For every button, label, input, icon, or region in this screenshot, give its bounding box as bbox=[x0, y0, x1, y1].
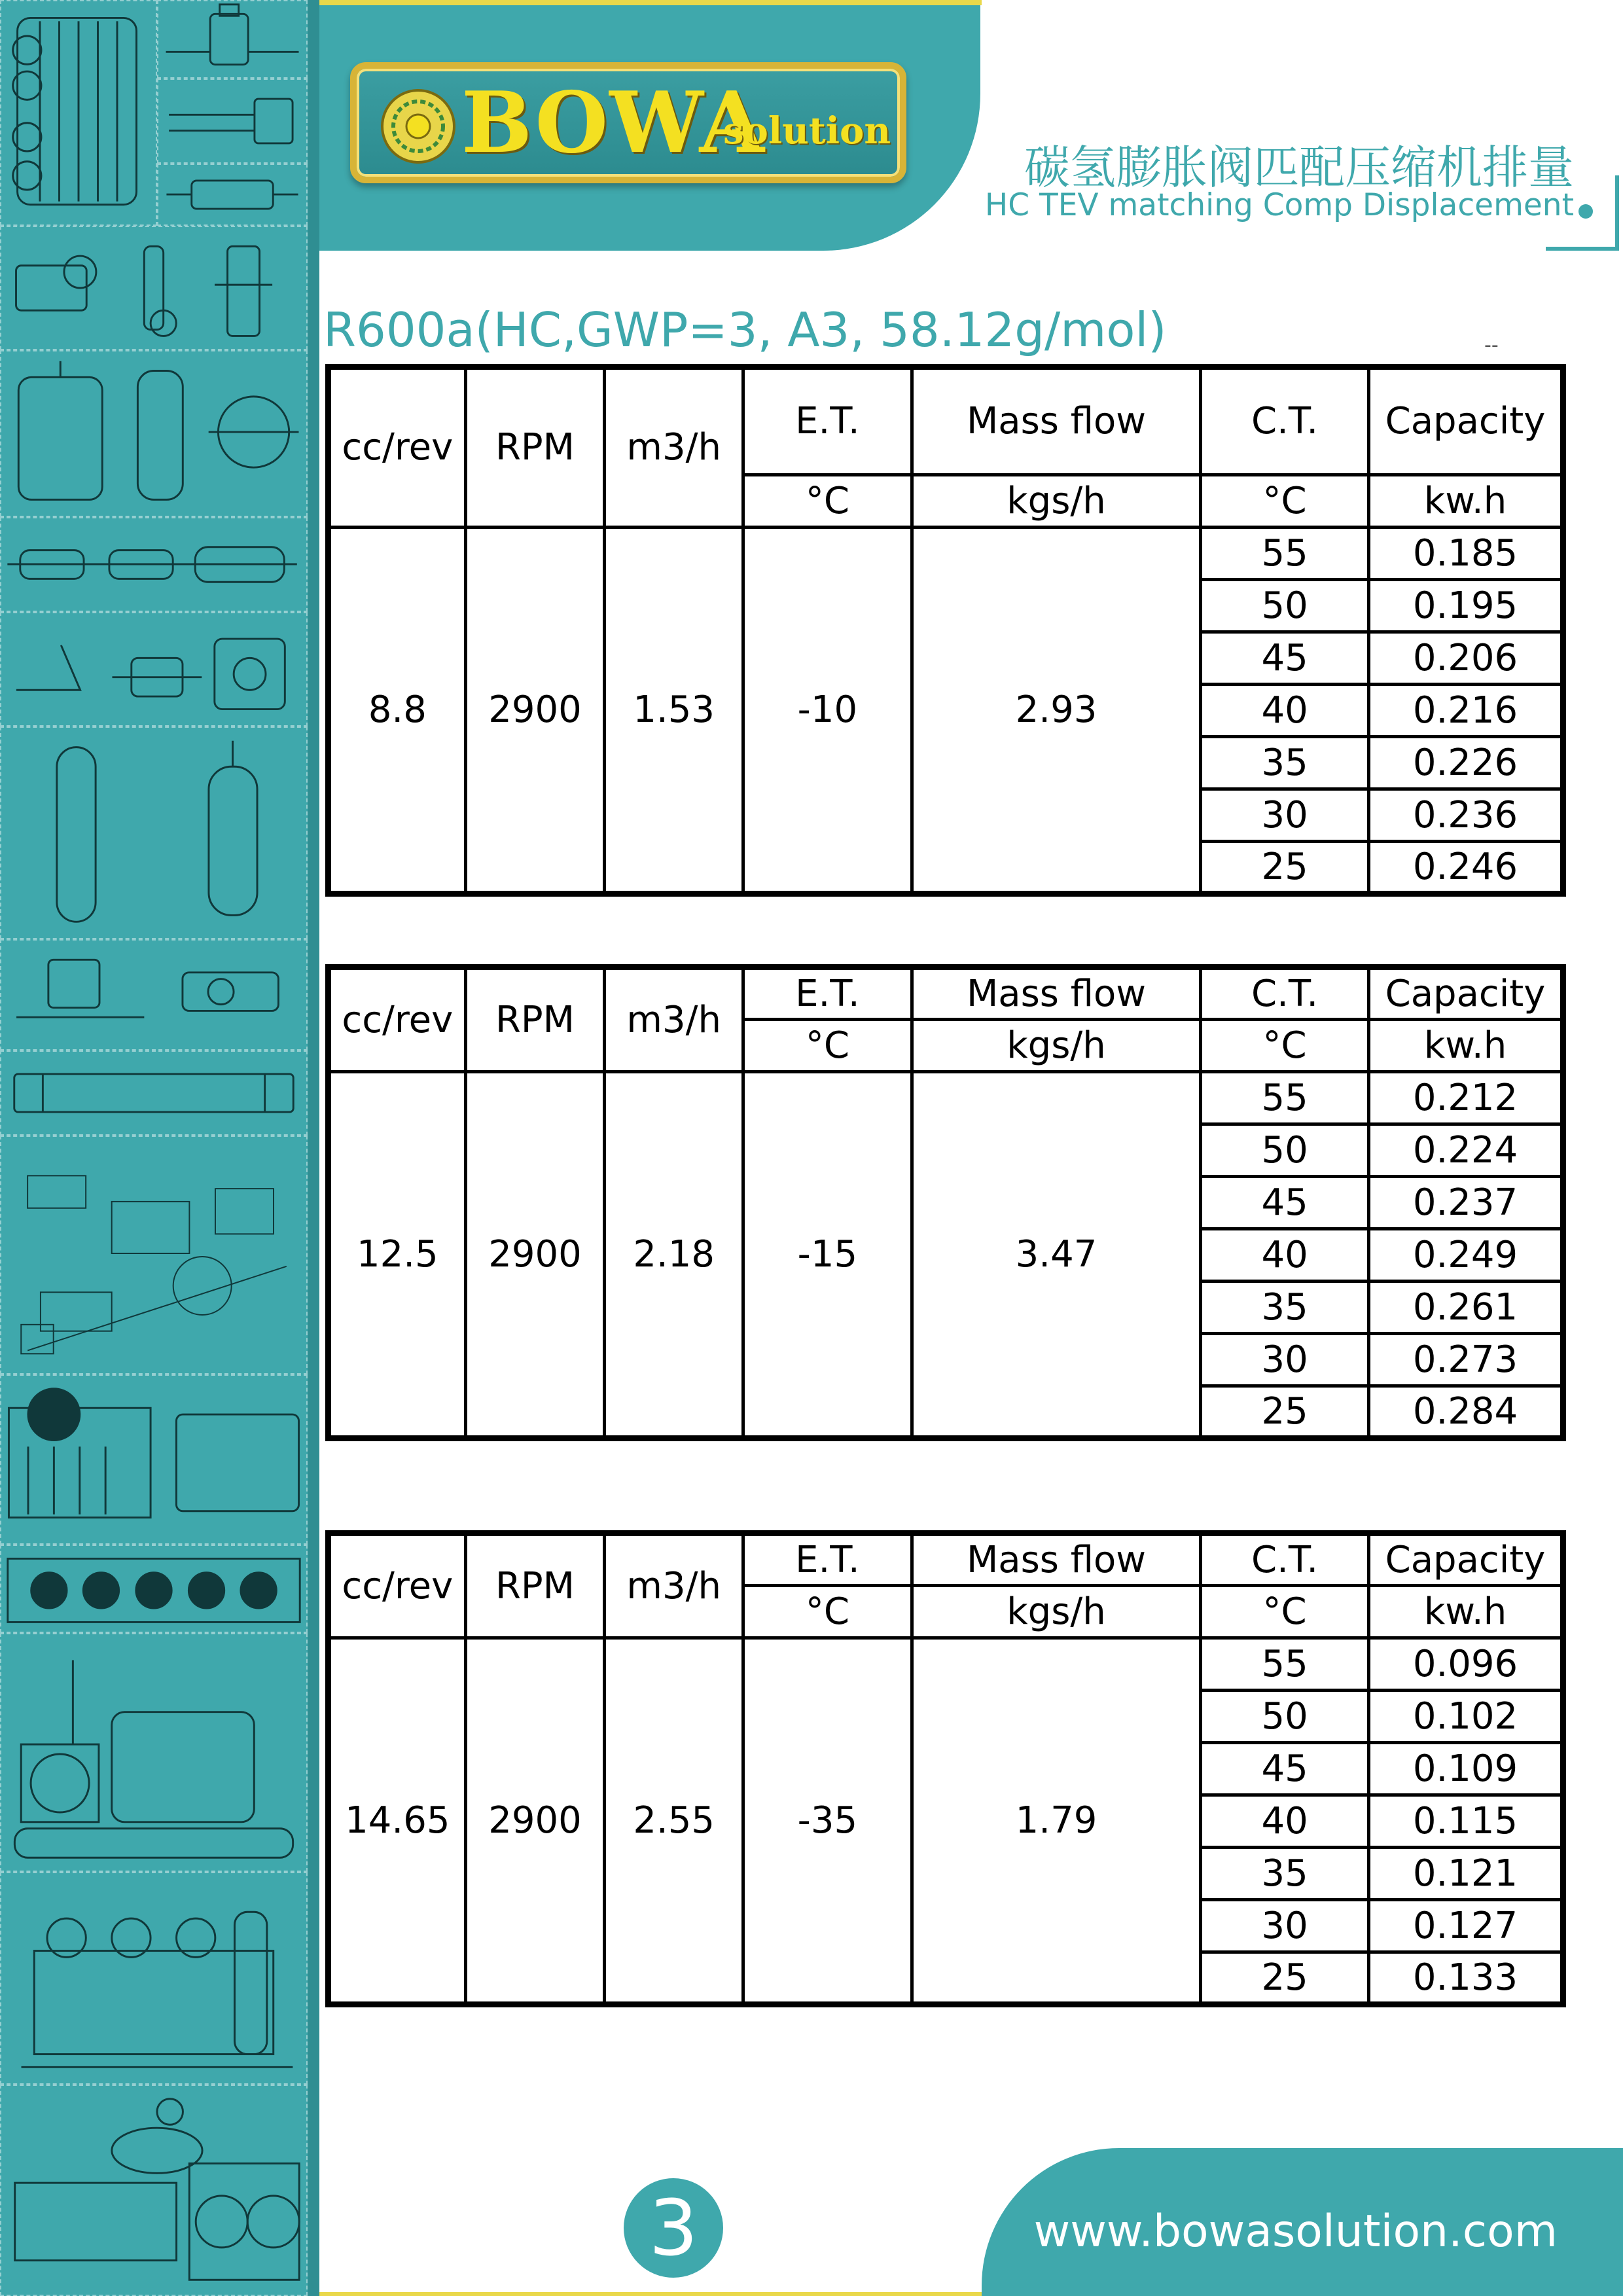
cell-m3h: 2.18 bbox=[605, 1072, 743, 1439]
cell-rpm: 2900 bbox=[465, 1638, 605, 2005]
cell-cc-rev: 14.65 bbox=[329, 1638, 466, 2005]
cell-et: -35 bbox=[743, 1638, 912, 2005]
cell-capacity: 0.121 bbox=[1369, 1848, 1563, 1900]
product-sidebar bbox=[0, 0, 308, 2296]
cell-capacity: 0.226 bbox=[1369, 737, 1563, 789]
header-ct: C.T. bbox=[1201, 967, 1369, 1020]
spec-table-1 bbox=[325, 364, 1566, 897]
header-ct: C.T. bbox=[1201, 367, 1369, 475]
header-et-unit: °C bbox=[743, 1586, 912, 1638]
spec-table-3 bbox=[325, 1530, 1566, 2007]
cell-ct: 55 bbox=[1201, 1638, 1369, 1691]
header-capacity: Capacity bbox=[1369, 367, 1563, 475]
sight-glass-icon bbox=[157, 164, 308, 226]
screw-compressor-unit-icon bbox=[0, 2085, 308, 2296]
cell-ct: 50 bbox=[1201, 1124, 1369, 1177]
solenoid-valve-icon bbox=[157, 0, 308, 79]
header-capacity: Capacity bbox=[1369, 1534, 1563, 1586]
cell-capacity: 0.133 bbox=[1369, 1952, 1563, 2005]
cell-ct: 50 bbox=[1201, 1691, 1369, 1743]
header-mass-flow-unit: kgs/h bbox=[912, 475, 1200, 528]
logo-emblem-icon bbox=[379, 87, 457, 166]
cell-ct: 45 bbox=[1201, 1177, 1369, 1229]
cell-ct: 35 bbox=[1201, 1848, 1369, 1900]
cell-ct: 45 bbox=[1201, 1743, 1369, 1795]
header-ct: C.T. bbox=[1201, 1534, 1369, 1586]
header-capacity: Capacity bbox=[1369, 967, 1563, 1020]
cell-m3h: 1.53 bbox=[605, 528, 743, 894]
solenoid-valve-2-icon bbox=[0, 939, 308, 1050]
cell-capacity: 0.236 bbox=[1369, 789, 1563, 842]
plate-heat-exchanger-icon bbox=[0, 0, 157, 226]
cell-cc-rev: 8.8 bbox=[329, 528, 466, 894]
cell-ct: 55 bbox=[1201, 528, 1369, 580]
air-cooler-icon bbox=[0, 1545, 308, 1633]
page-number-badge: 3 bbox=[624, 2178, 723, 2278]
cell-capacity: 0.273 bbox=[1369, 1334, 1563, 1386]
pressure-switch-icon bbox=[157, 79, 308, 164]
cell-capacity: 0.185 bbox=[1369, 528, 1563, 580]
cell-cc-rev: 12.5 bbox=[329, 1072, 466, 1439]
cell-capacity: 0.102 bbox=[1369, 1691, 1563, 1743]
compressor-rack-icon bbox=[0, 1633, 308, 1872]
spec-table-2 bbox=[325, 964, 1566, 1441]
cell-ct: 35 bbox=[1201, 737, 1369, 789]
cell-ct: 30 bbox=[1201, 1334, 1369, 1386]
check-valve-icon bbox=[0, 612, 308, 726]
cell-ct: 30 bbox=[1201, 789, 1369, 842]
header-cc-rev: cc/rev bbox=[329, 367, 466, 528]
cell-et: -15 bbox=[743, 1072, 912, 1439]
cell-mass-flow: 1.79 bbox=[912, 1638, 1200, 2005]
cell-ct: 40 bbox=[1201, 685, 1369, 737]
cell-ct: 40 bbox=[1201, 1795, 1369, 1848]
header-rpm: RPM bbox=[465, 367, 605, 528]
header-capacity-unit: kw.h bbox=[1369, 1586, 1563, 1638]
title-bracket bbox=[1546, 175, 1619, 251]
expansion-valve-icon bbox=[0, 226, 308, 350]
cell-ct: 35 bbox=[1201, 1282, 1369, 1334]
cell-capacity: 0.246 bbox=[1369, 842, 1563, 894]
header-rpm: RPM bbox=[465, 967, 605, 1072]
brand-name: BOWA bbox=[461, 74, 766, 172]
dash-mark: -- bbox=[1484, 334, 1499, 357]
cell-capacity: 0.284 bbox=[1369, 1386, 1563, 1439]
header-et-unit: °C bbox=[743, 475, 912, 528]
multi-compressor-rack-icon bbox=[0, 1872, 308, 2085]
header-cc-rev: cc/rev bbox=[329, 967, 466, 1072]
cell-capacity: 0.206 bbox=[1369, 632, 1563, 685]
header-mass-flow: Mass flow bbox=[912, 367, 1200, 475]
cell-m3h: 2.55 bbox=[605, 1638, 743, 2005]
accumulator-icon bbox=[0, 726, 308, 939]
cell-capacity: 0.261 bbox=[1369, 1282, 1563, 1334]
website-link[interactable]: www.bowasolution.com bbox=[1033, 2206, 1558, 2257]
header-capacity-unit: kw.h bbox=[1369, 475, 1563, 528]
cell-ct: 45 bbox=[1201, 632, 1369, 685]
cell-ct: 30 bbox=[1201, 1900, 1369, 1952]
cell-mass-flow: 3.47 bbox=[912, 1072, 1200, 1439]
refrigerant-title: R600a(HC,GWP=3, A3, 58.12g/mol) bbox=[323, 302, 1167, 357]
cell-capacity: 0.237 bbox=[1369, 1177, 1563, 1229]
cell-ct: 25 bbox=[1201, 842, 1369, 894]
cell-capacity: 0.109 bbox=[1369, 1743, 1563, 1795]
cell-capacity: 0.212 bbox=[1369, 1072, 1563, 1124]
header-ct-unit: °C bbox=[1201, 475, 1369, 528]
cell-ct: 40 bbox=[1201, 1229, 1369, 1282]
cell-ct: 55 bbox=[1201, 1072, 1369, 1124]
header-mass-flow: Mass flow bbox=[912, 967, 1200, 1020]
header-m3h: m3/h bbox=[605, 967, 743, 1072]
cell-capacity: 0.127 bbox=[1369, 1900, 1563, 1952]
cell-rpm: 2900 bbox=[465, 528, 605, 894]
sidebar-edge bbox=[308, 0, 319, 2296]
filter-drier-icon bbox=[0, 517, 308, 612]
brand-tagline: solution bbox=[723, 109, 891, 152]
header-capacity-unit: kw.h bbox=[1369, 1020, 1563, 1072]
cell-ct: 50 bbox=[1201, 580, 1369, 632]
header-et: E.T. bbox=[743, 367, 912, 475]
exploded-assembly-icon bbox=[0, 1136, 308, 1374]
cell-capacity: 0.224 bbox=[1369, 1124, 1563, 1177]
header-et: E.T. bbox=[743, 967, 912, 1020]
cell-mass-flow: 2.93 bbox=[912, 528, 1200, 894]
brand-logo bbox=[350, 62, 906, 183]
header-m3h: m3/h bbox=[605, 1534, 743, 1638]
page-title-en: HC TEV matching Comp Displacement bbox=[984, 187, 1574, 223]
header-mass-flow-unit: kgs/h bbox=[912, 1586, 1200, 1638]
cell-capacity: 0.216 bbox=[1369, 685, 1563, 737]
cell-capacity: 0.115 bbox=[1369, 1795, 1563, 1848]
oil-separator-icon bbox=[0, 1050, 308, 1136]
header-et: E.T. bbox=[743, 1534, 912, 1586]
header-mass-flow: Mass flow bbox=[912, 1534, 1200, 1586]
cell-et: -10 bbox=[743, 528, 912, 894]
header-cc-rev: cc/rev bbox=[329, 1534, 466, 1638]
header-rpm: RPM bbox=[465, 1534, 605, 1638]
cell-ct: 25 bbox=[1201, 1386, 1369, 1439]
header-ct-unit: °C bbox=[1201, 1586, 1369, 1638]
cell-ct: 25 bbox=[1201, 1952, 1369, 2005]
cell-capacity: 0.249 bbox=[1369, 1229, 1563, 1282]
header-et-unit: °C bbox=[743, 1020, 912, 1072]
header-ct-unit: °C bbox=[1201, 1020, 1369, 1072]
page-title-cn: 碳氢膨胀阀匹配压缩机排量 bbox=[1024, 141, 1574, 194]
header-mass-flow-unit: kgs/h bbox=[912, 1020, 1200, 1072]
cell-capacity: 0.096 bbox=[1369, 1638, 1563, 1691]
condensing-unit-icon bbox=[0, 1374, 308, 1545]
compressor-icon bbox=[0, 350, 308, 517]
cell-capacity: 0.195 bbox=[1369, 580, 1563, 632]
header-m3h: m3/h bbox=[605, 367, 743, 528]
cell-rpm: 2900 bbox=[465, 1072, 605, 1439]
